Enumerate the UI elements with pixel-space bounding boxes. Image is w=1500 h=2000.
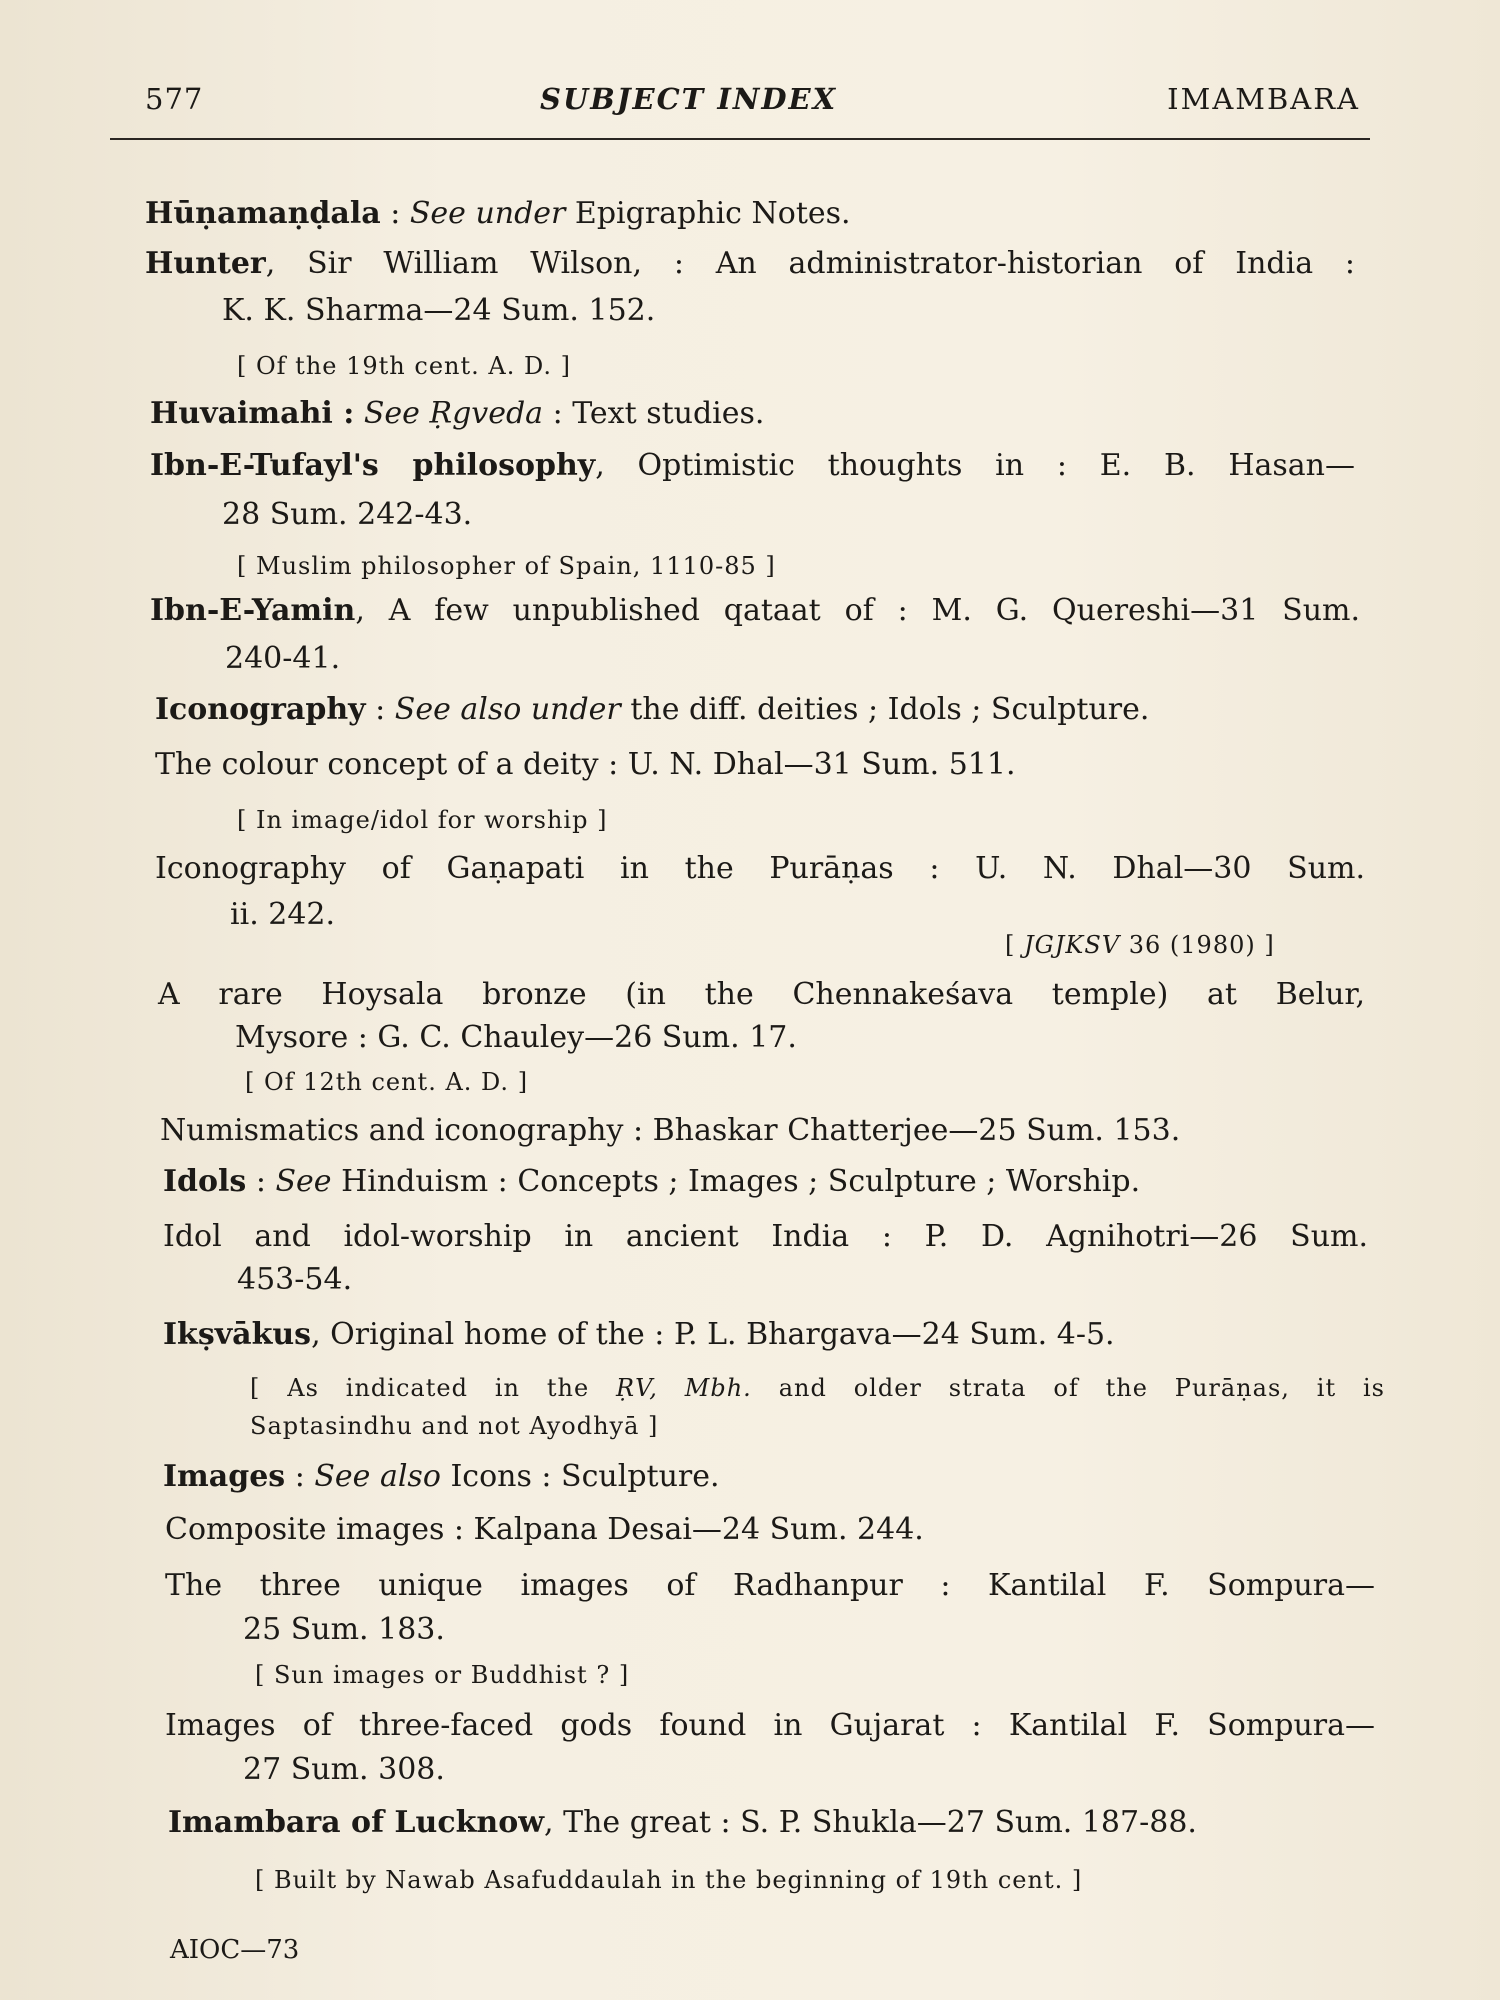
- index-entry: [163, 1459, 720, 1495]
- header-rule: [110, 138, 1370, 140]
- entry-note: [ Muslim philosopher of Spain, 1110-85 ]: [237, 552, 776, 580]
- index-entry: Numismatics and iconography : Bhaskar Chatterjee—25 Sum. 153.: [160, 1113, 1181, 1148]
- entry-note: [ Of 12th cent. A. D. ]: [245, 1068, 529, 1096]
- entry-continuation: 27 Sum. 308.: [243, 1752, 445, 1787]
- index-entry: A rare Hoysala bronze (in the Chennakeśava temple) at Belur,: [158, 977, 1365, 1012]
- cross-reference: See Ṛgveda: [354, 396, 544, 431]
- entry-text: , The great : S. P. Shukla—27 Sum. 187-88.: [544, 1805, 1197, 1840]
- index-entry: [155, 692, 1149, 728]
- entry-continuation: 240-41.: [225, 641, 341, 676]
- index-entry: Composite images : Kalpana Desai—24 Sum. 244.: [165, 1512, 924, 1547]
- entry-text: : Text studies.: [543, 396, 765, 431]
- index-entry: [145, 196, 851, 232]
- entry-note: Saptasindhu and not Ayodhyā ]: [250, 1412, 659, 1440]
- entry-note: [ Sun images or Buddhist ? ]: [255, 1661, 630, 1689]
- index-entry: [163, 1317, 1115, 1353]
- journal-abbreviation: JGJKSV: [1024, 931, 1121, 959]
- index-entry: [145, 246, 1355, 282]
- index-entry: [150, 396, 764, 432]
- index-entry: Images of three-faced gods found in Gujarat : Kantilal F. Sompura—: [165, 1708, 1375, 1743]
- entry-heading: Idols: [163, 1164, 247, 1199]
- entry-continuation: 28 Sum. 242-43.: [222, 497, 473, 532]
- cross-reference: See also under: [394, 692, 621, 727]
- running-head: IMAMBARA: [1167, 82, 1360, 116]
- entry-text: :: [365, 692, 395, 727]
- entry-heading: Huvaimahi :: [150, 396, 355, 431]
- entry-heading: Images: [163, 1459, 286, 1494]
- entry-note: [ Built by Nawab Asafuddaulah in the beginning of 19th cent. ]: [255, 1866, 1083, 1894]
- entry-text: , Original home of the : P. L. Bhargava—24 Sum. 4-5.: [311, 1317, 1115, 1352]
- index-entry: The three unique images of Radhanpur : Kantilal F. Sompura—: [165, 1568, 1375, 1603]
- entry-text: , Sir William Wilson, : An administrator-historian of India :: [265, 246, 1355, 281]
- entry-text: and older strata of the Purāṇas, it is: [751, 1374, 1385, 1402]
- entry-continuation: 453-54.: [237, 1262, 353, 1297]
- entry-text: :: [380, 196, 410, 231]
- entry-continuation: 25 Sum. 183.: [243, 1612, 445, 1647]
- entry-text: the diff. deities ; Idols ; Sculpture.: [620, 692, 1150, 727]
- cross-reference: See under: [409, 196, 566, 231]
- entry-text: Epigraphic Notes.: [565, 196, 851, 231]
- page-header: [145, 82, 1360, 122]
- page-title: SUBJECT INDEX: [540, 82, 838, 116]
- entry-note: [250, 1370, 1385, 1406]
- entry-continuation: Mysore : G. C. Chauley—26 Sum. 17.: [235, 1020, 797, 1055]
- entry-text: , Optimistic thoughts in : E. B. Hasan—: [595, 448, 1355, 483]
- entry-text: [ As indicated in the: [250, 1374, 617, 1402]
- index-entry: Iconography of Gaṇapati in the Purāṇas : U. N. Dhal—30 Sum.: [155, 851, 1365, 886]
- entry-continuation: K. K. Sharma—24 Sum. 152.: [222, 293, 656, 328]
- signature-mark: AIOC—73: [170, 1935, 300, 1965]
- entry-note: [1005, 927, 1275, 963]
- index-entry: [150, 593, 1360, 629]
- cross-reference: See also: [314, 1459, 441, 1494]
- index-entry: Idol and idol-worship in ancient India : P. D. Agnihotri—26 Sum.: [163, 1219, 1368, 1254]
- index-entry: [168, 1805, 1197, 1841]
- entry-text: Icons : Sculpture.: [440, 1459, 720, 1494]
- entry-heading: Hunter: [145, 246, 266, 281]
- entry-heading: Ibn-E-Yamin: [150, 593, 356, 628]
- entry-heading: Iconography: [155, 692, 366, 727]
- entry-note: [ Of the 19th cent. A. D. ]: [237, 352, 571, 380]
- entry-continuation: ii. 242.: [230, 897, 336, 932]
- index-entry: [163, 1164, 1140, 1200]
- entry-heading: Ibn-E-Tufayl's philosophy: [150, 448, 596, 483]
- cross-reference: See: [275, 1164, 332, 1199]
- entry-text: :: [285, 1459, 315, 1494]
- entry-heading: Ikṣvākus: [163, 1317, 312, 1352]
- index-entry: The colour concept of a deity : U. N. Dhal—31 Sum. 511.: [155, 747, 1016, 782]
- entry-text: Hinduism : Concepts ; Images ; Sculpture ; Worship.: [331, 1164, 1141, 1199]
- entry-heading: Hūṇamaṇḍala: [145, 196, 381, 231]
- entry-text: :: [246, 1164, 276, 1199]
- entry-note: [ In image/idol for worship ]: [237, 806, 608, 834]
- entry-text: , A few unpublished qataat of : M. G. Quereshi—31 Sum.: [355, 593, 1360, 628]
- entry-text: 36 (1980) ]: [1120, 931, 1275, 959]
- entry-heading: Imambara of Lucknow: [168, 1805, 545, 1840]
- entry-text: [: [1005, 931, 1024, 959]
- index-entry: [150, 448, 1355, 484]
- page-number: 577: [145, 82, 204, 116]
- text-abbreviation: ṚV, Mbh.: [616, 1374, 752, 1402]
